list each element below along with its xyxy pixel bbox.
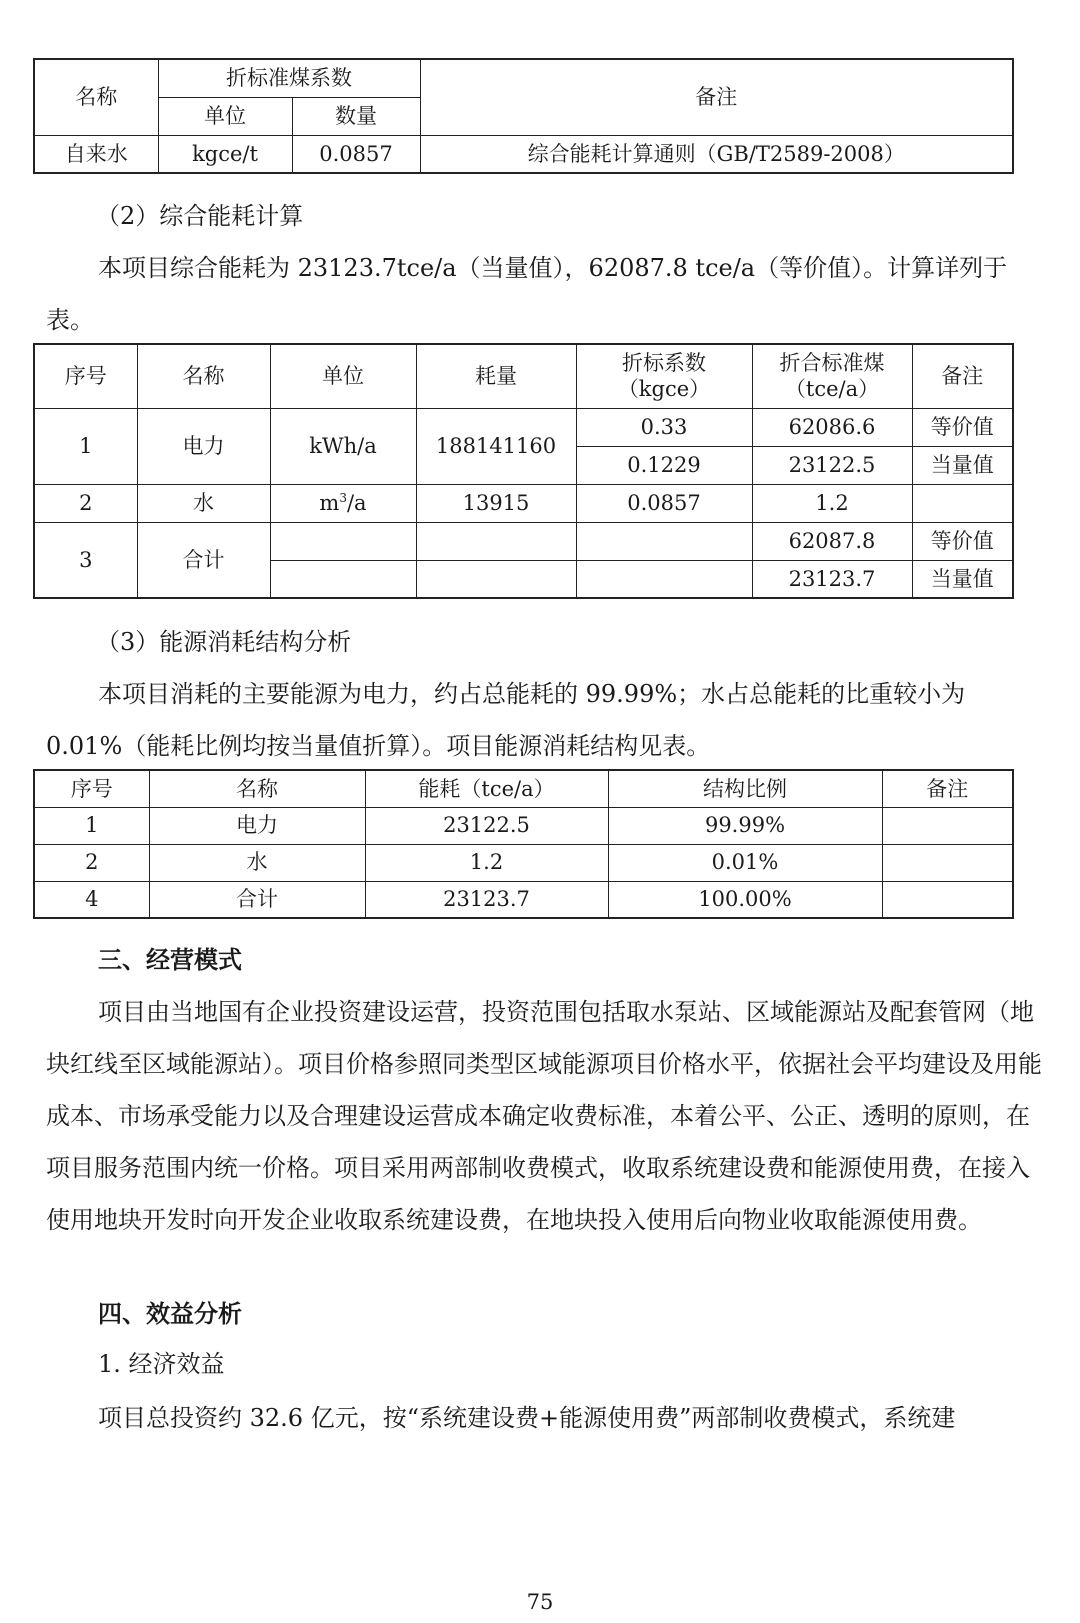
cell-unit: kWh/a — [270, 408, 416, 484]
unit-base: m — [319, 490, 340, 515]
cell-seq: 3 — [34, 522, 137, 598]
cell-energy: 1.2 — [365, 844, 608, 881]
cell-unit — [270, 560, 416, 598]
header-coefficient-line2: （kgce） — [617, 377, 711, 402]
cell-name: 合计 — [149, 881, 365, 918]
header-ratio: 结构比例 — [608, 770, 882, 807]
cell-note: 等价值 — [912, 522, 1013, 560]
section-3-title: （3）能源消耗结构分析 — [96, 628, 352, 656]
operation-mode-title: 三、经营模式 — [98, 946, 242, 974]
cell-name: 水 — [137, 484, 270, 522]
header-unit: 单位 — [158, 97, 292, 135]
cell-seq: 2 — [34, 844, 149, 881]
header-coefficient: 折标准煤系数 — [158, 59, 420, 97]
header-seq: 序号 — [34, 770, 149, 807]
table-row — [34, 408, 1013, 446]
cell-standard-coal: 1.2 — [752, 484, 912, 522]
cell-standard-coal: 62086.6 — [752, 408, 912, 446]
cell-coefficient — [576, 522, 752, 560]
cell-amount: 188141160 — [416, 408, 576, 484]
table-row — [34, 844, 1013, 881]
cell-note: 综合能耗计算通则（GB/T2589-2008） — [420, 135, 1013, 173]
cell-unit — [270, 484, 416, 522]
cell-energy: 23122.5 — [365, 807, 608, 844]
cell-seq: 1 — [34, 408, 137, 484]
cell-name: 合计 — [137, 522, 270, 598]
economic-benefit-paragraph: 项目总投资约 32.6 亿元，按“系统建设费+能源使用费”两部制收费模式，系统建 — [98, 1404, 956, 1432]
cell-quantity: 0.0857 — [292, 135, 420, 173]
energy-consumption-table — [33, 343, 1014, 599]
cell-amount: 13915 — [416, 484, 576, 522]
cell-coefficient — [576, 560, 752, 598]
cell-note: 等价值 — [912, 408, 1013, 446]
table-row — [34, 484, 1013, 522]
economic-benefit-subtitle: 1. 经济效益 — [98, 1350, 225, 1378]
cell-energy: 23123.7 — [365, 881, 608, 918]
unit-superscript: 3 — [339, 490, 347, 505]
cell-standard-coal: 62087.8 — [752, 522, 912, 560]
header-coefficient — [576, 344, 752, 408]
header-amount: 耗量 — [416, 344, 576, 408]
header-quantity: 数量 — [292, 97, 420, 135]
header-note: 备注 — [882, 770, 1013, 807]
cell-amount — [416, 560, 576, 598]
cell-name: 水 — [149, 844, 365, 881]
table-row — [34, 807, 1013, 844]
benefit-analysis-title: 四、效益分析 — [98, 1300, 242, 1328]
cell-note — [882, 881, 1013, 918]
cell-coefficient: 0.0857 — [576, 484, 752, 522]
section-3-paragraph: 本项目消耗的主要能源为电力，约占总能耗的 99.99%；水占总能耗的比重较小为 0.01%（能耗比例均按当量值折算）。项目能源消耗结构见表。 — [46, 680, 966, 760]
cell-note: 当量值 — [912, 560, 1013, 598]
table-row — [34, 881, 1013, 918]
cell-ratio: 100.00% — [608, 881, 882, 918]
cell-note — [912, 484, 1013, 522]
header-note: 备注 — [420, 59, 1013, 135]
cell-ratio: 99.99% — [608, 807, 882, 844]
energy-structure-table — [33, 769, 1014, 919]
cell-unit — [270, 522, 416, 560]
cell-coefficient: 0.1229 — [576, 446, 752, 484]
coefficient-table — [33, 58, 1014, 174]
cell-seq: 2 — [34, 484, 137, 522]
cell-amount — [416, 522, 576, 560]
cell-ratio: 0.01% — [608, 844, 882, 881]
header-standard-coal — [752, 344, 912, 408]
cell-note — [882, 844, 1013, 881]
header-coefficient-line1: 折标系数 — [622, 351, 706, 375]
cell-name: 电力 — [149, 807, 365, 844]
header-name: 名称 — [137, 344, 270, 408]
cell-coefficient: 0.33 — [576, 408, 752, 446]
header-energy: 能耗（tce/a） — [365, 770, 608, 807]
cell-name: 电力 — [137, 408, 270, 484]
header-standard-coal-line1: 折合标准煤 — [779, 351, 885, 375]
cell-unit: kgce/t — [158, 135, 292, 173]
cell-standard-coal: 23123.7 — [752, 560, 912, 598]
cell-note: 当量值 — [912, 446, 1013, 484]
section-2-title: （2）综合能耗计算 — [96, 202, 304, 230]
cell-seq: 1 — [34, 807, 149, 844]
header-standard-coal-line2: （tce/a） — [784, 377, 880, 402]
section-2-paragraph: 本项目综合能耗为 23123.7tce/a（当量值），62087.8 tce/a（等价值）。计算详列于表。 — [46, 254, 1008, 334]
page-number: 75 — [526, 1590, 554, 1614]
unit-tail: /a — [346, 490, 367, 515]
header-seq: 序号 — [34, 344, 137, 408]
cell-note — [882, 807, 1013, 844]
header-name: 名称 — [34, 59, 158, 135]
cell-name: 自来水 — [34, 135, 158, 173]
header-name: 名称 — [149, 770, 365, 807]
cell-seq: 4 — [34, 881, 149, 918]
cell-standard-coal: 23122.5 — [752, 446, 912, 484]
header-note: 备注 — [912, 344, 1013, 408]
table-row — [34, 522, 1013, 560]
table-row — [34, 135, 1013, 173]
operation-mode-paragraph: 项目由当地国有企业投资建设运营，投资范围包括取水泵站、区域能源站及配套管网（地块红线至区域能源站）。项目价格参照同类型区域能源项目价格水平，依据社会平均建设及用能成本、市场承受能力以及合理建设运营成本确定收费标准，本着公平、公正、透明的原则，在项目服务范围内统一价格。项目采用两部制收费模式，收取系统建设费和能源使用费，在接入使用地块开发时向开发企业收取系统建设费，在地块投入使用后向物业收取能源使用费。 — [46, 998, 1042, 1234]
header-unit: 单位 — [270, 344, 416, 408]
